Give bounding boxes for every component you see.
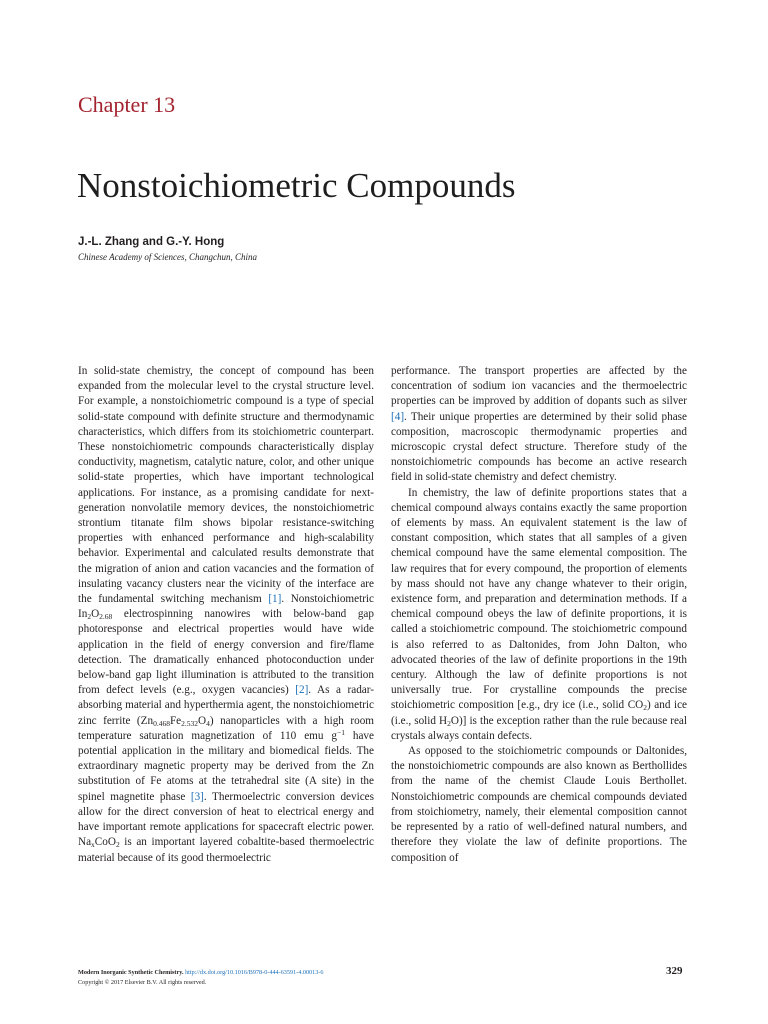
- paragraph: In chemistry, the law of definite proportions states that a chemical compound always contains exactly the same proportion of elements by mass. An equivalent statement is the law of constant composition, which states that all samples of a given chemical compound have the same elemental composition. The law requires that for every compound, the proportion of elements by mass should not have any change whatever to their origin, existence form, and preparation and determination methods. If a chemical compound obeys the law of definite proportions, it is called a stoichiometric compound. The stoichiometric compound is also referred to as Daltonides, from John Dalton, who advocated theories of the law of definite proportions in the 19th century. Although the law of definite proportions is not universally true. For crystalline compounds the precise stoichiometric composition [e.g., dry ice (i.e., solid $CO_2$) and ice (i.e., solid $H_2O$)] is the exception rather than the rule because real crystals always contain defects.: [391, 486, 688, 742]
- body-column-right: [391, 364, 687, 866]
- authors: J.-L. Zhang and G.-Y. Hong: [78, 236, 225, 248]
- affiliation: Chinese Academy of Sciences, Changchun, China: [78, 252, 258, 262]
- reference-link[interactable]: [4]: [391, 410, 405, 423]
- chapter-title: Nonstoichiometric Compounds: [77, 166, 516, 205]
- footer-citation: [78, 968, 324, 978]
- reference-link[interactable]: [1]: [268, 593, 282, 606]
- copyright: Copyright © 2017 Elsevier B.V. All rights reserved.: [78, 979, 207, 986]
- chapter-label: Chapter 13: [78, 92, 176, 117]
- doi-link[interactable]: http://dx.doi.org/10.1016/B978-0-444-63591-4.00013-6: [185, 969, 324, 976]
- book-title: Modern Inorganic Synthetic Chemistry.: [78, 969, 184, 976]
- reference-link[interactable]: [3]: [190, 790, 204, 803]
- body-column-left: [78, 364, 374, 866]
- page-number: 329: [666, 965, 683, 977]
- paragraph: In solid-state chemistry, the concept of compound has been expanded from the molecular level to the crystal structure level. For example, a nonstoichiometric compound is a type of special solid-state compound with definite structure and thermodynamic characteristics, which differs from its stoichiometric counterpart. These nonstoichiometric compounds characteristically display conductivity, magnetism, catalytic nature, color, and other unique solid-state properties, which have important technological applications. For instance, as a promising candidate for next-generation nonvolatile memory devices, the nonstoichiometric strontium titanate film shows bipolar resistance-switching properties with enhanced performance and high-scalability behavior. Experimental and calculated results demonstrate that the migration of anion and cation vacancies and the formation of insulating vacancy clusters near the vicinity of the interface are the fundamental switching mechanism [1]. Nonstoichiometric $In_2O_{2.68}$ electrospinning nanowires with below-band gap photoresponse and electrical properties would have wide application in the field of energy conversion and fire/flame detection. The dramatically enhanced photoconduction under below-band gap light illumination is attributed to the transition from defect levels (e.g., oxygen vacancies) [2]. As a radar-absorbing material and hyperthermia agent, the nonstoichiometric zinc ferrite $(Zn_{0.468}Fe_{2.532}O_4)$ nanoparticles with a high room temperature saturation magnetization of 110 emu $g^{-1}$ have potential application in the military and biomedical fields. The extraordinary magnetic property may be derived from the Zn substitution of Fe atoms at the tetrahedral site (A site) in the spinel magnetite phase [3]. Thermoelectric conversion devices allow for the direct conversion of heat to electrical energy and have important remote applications for spacecraft electric power. $Na_xCoO_2$ is an important layered cobaltite-based thermoelectric material because of its good thermoelectric: [78, 365, 375, 864]
- paragraph: As opposed to the stoichiometric compounds or Daltonides, the nonstoichiometric compounds are also known as Berthollides from the name of the chemist Claude Louis Berthollet. Nonstoichiometric compounds are chemical compounds deviated from stoichiometry, namely, their elemental composition cannot be represented by a ratio of well-defined natural numbers, and therefore they violate the law of definite proportions. The composition of: [391, 745, 687, 864]
- footer: [78, 968, 324, 988]
- reference-link[interactable]: [2]: [295, 684, 309, 697]
- paragraph: performance. The transport properties are affected by the concentration of sodium ion vacancies and the thermoelectric properties can be improved by addition of dopants such as silver [4]. Their unique properties are determined by their solid phase composition, macroscopic thermodynamic properties and microscopic crystal defect structure. Therefore study of the nonstoichiometric compounds has become an active research field in solid-state chemistry and defect chemistry.: [391, 365, 687, 484]
